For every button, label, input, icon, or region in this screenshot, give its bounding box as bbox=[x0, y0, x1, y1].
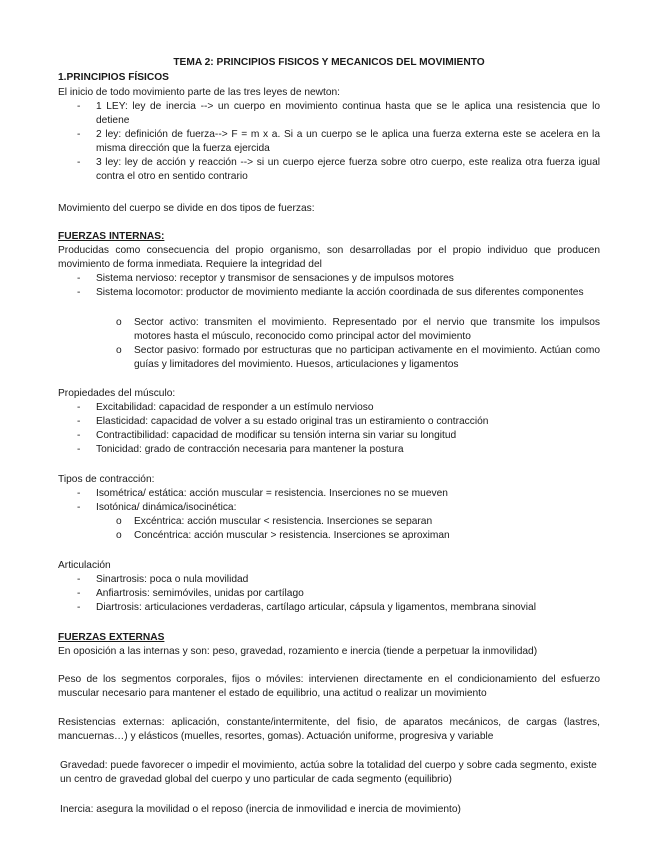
list-item: - Tonicidad: grado de contracción necesaria para mantener la postura bbox=[58, 443, 600, 457]
list-item: - Anfiartrosis: semimóviles, unidas por cartílago bbox=[58, 587, 600, 601]
list-item: - Elasticidad: capacidad de volver a su estado original tras un estiramiento o contracción bbox=[58, 415, 600, 429]
sistemas-list bbox=[58, 272, 600, 300]
resistencias-paragraph: Resistencias externas: aplicación, constante/intermitente, del fisio, de aparatos mecánicos, de cargas (lastres, mancuernas…) y elásticos (muelles, resortes, gomas). Actuación uniforme, progresiva y variable bbox=[58, 717, 600, 742]
document-title: TEMA 2: PRINCIPIOS FISICOS Y MECANICOS DEL MOVIMIENTO bbox=[173, 57, 485, 68]
isotonica-list bbox=[58, 515, 600, 543]
peso-paragraph: Peso de los segmentos corporales, fijos o móviles: intervienen directamente en el condicionamiento del esfuerzo muscular necesario para mantener el estado de equilibrio, una actitud o realizar un movimiento bbox=[58, 674, 600, 699]
section-heading-fuerzas-internas: FUERZAS INTERNAS: bbox=[58, 231, 165, 242]
fuerzas-internas-intro: Producidas como consecuencia del propio organismo, son desarrolladas por el propio individuo que producen movimiento de forma inmediata. Requiere la integridad del bbox=[58, 245, 600, 270]
fuerzas-externas-intro: En oposición a las internas y son: peso, gravedad, rozamiento e inercia (tiende a perpetuar la inmovilidad) bbox=[58, 646, 538, 657]
list-item: - 3 ley: ley de acción y reacción --> si un cuerpo ejerce fuerza sobre otro cuerpo, este realiza otra fuerza igual contra el otro en sentido contrario bbox=[58, 156, 600, 184]
list-item: - Excitabilidad: capacidad de responder a un estímulo nervioso bbox=[58, 401, 600, 415]
propiedades-heading: Propiedades del músculo: bbox=[58, 388, 176, 399]
articulacion-list bbox=[58, 573, 600, 615]
list-item: - Diartrosis: articulaciones verdaderas, cartílago articular, cápsula y ligamentos, membrana sinovial bbox=[58, 601, 600, 615]
list-item: - Sistema locomotor: productor de movimiento mediante la acción coordinada de sus diferentes componentes bbox=[58, 286, 600, 300]
list-item: o Sector pasivo: formado por estructuras que no participan activamente en el movimiento. Actúan como guías y limitadores del movimiento. Huesos, articulaciones y ligamentos bbox=[58, 344, 600, 372]
articulacion-heading: Articulación bbox=[58, 560, 111, 571]
list-item: - Isométrica/ estática: acción muscular = resistencia. Inserciones no se mueven bbox=[58, 487, 600, 501]
list-item: - Isotónica/ dinámica/isocinética: bbox=[58, 501, 600, 515]
section-heading-principios: 1.PRINCIPIOS FÍSICOS bbox=[58, 72, 169, 83]
list-item: o Concéntrica: acción muscular > resistencia. Inserciones se aproximan bbox=[58, 529, 600, 543]
movimiento-intro: Movimiento del cuerpo se divide en dos tipos de fuerzas: bbox=[58, 203, 315, 214]
list-item: - 2 ley: definición de fuerza--> F = m x a. Si a un cuerpo se le aplica una fuerza externa este se acelera en la misma dirección que la fuerza ejercida bbox=[58, 128, 600, 156]
contraccion-heading: Tipos de contracción: bbox=[58, 474, 155, 485]
list-item: - Sinartrosis: poca o nula movilidad bbox=[58, 573, 600, 587]
gravedad-paragraph: Gravedad: puede favorecer o impedir el movimiento, actúa sobre la totalidad del cuerpo y sobre cada segmento, existe un centro de gravedad global del cuerpo y uno particular de cada segmento (equilibrio) bbox=[60, 760, 597, 785]
sectores-list bbox=[58, 316, 600, 372]
list-item: - Contractibilidad: capacidad de modificar su tensión interna sin variar su longitud bbox=[58, 429, 600, 443]
list-item: o Excéntrica: acción muscular < resistencia. Inserciones se separan bbox=[58, 515, 600, 529]
principios-intro: El inicio de todo movimiento parte de las tres leyes de newton: bbox=[58, 87, 341, 98]
list-item: o Sector activo: transmiten el movimiento. Representado por el nervio que transmite los impulsos motores hasta el músculo, reconocido como principal actor del movimiento bbox=[58, 316, 600, 344]
propiedades-list bbox=[58, 401, 600, 457]
contraccion-list bbox=[58, 487, 600, 515]
newton-laws-list bbox=[58, 100, 600, 184]
section-heading-fuerzas-externas: FUERZAS EXTERNAS bbox=[58, 632, 165, 643]
list-item: - Sistema nervioso: receptor y transmisor de sensaciones y de impulsos motores bbox=[58, 272, 600, 286]
inercia-paragraph: Inercia: asegura la movilidad o el reposo (inercia de inmovilidad e inercia de movimiento) bbox=[60, 804, 461, 815]
list-item: - 1 LEY: ley de inercia --> un cuerpo en movimiento continua hasta que se le aplica una resistencia que lo detiene bbox=[58, 100, 600, 128]
